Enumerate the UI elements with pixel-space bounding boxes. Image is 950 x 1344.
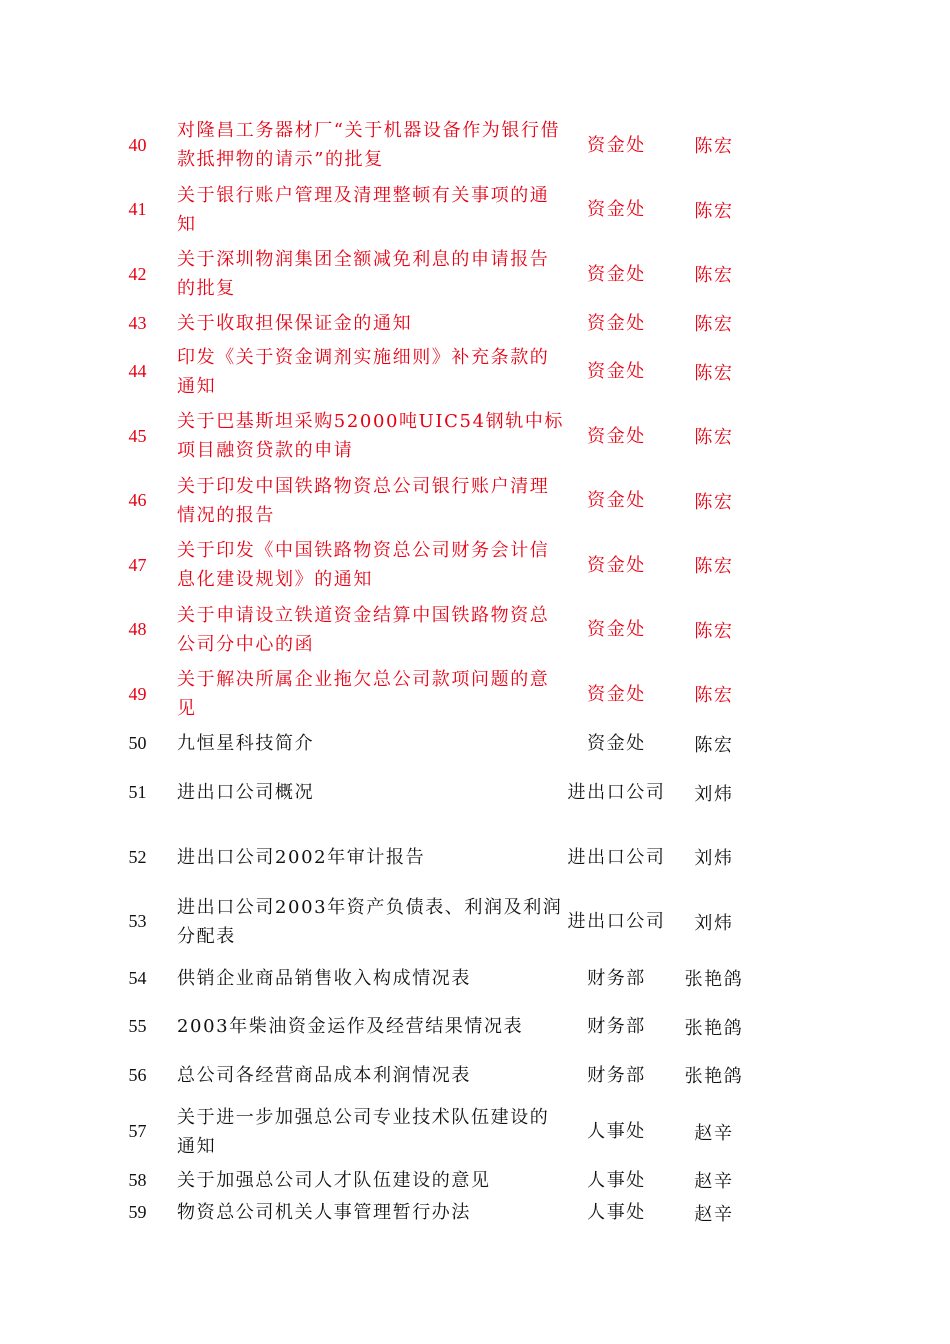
table-row — [100, 1003, 760, 1052]
department: 资金处 — [587, 361, 646, 383]
row-number: 48 — [128, 619, 147, 640]
contact-person: 赵辛 — [694, 1203, 734, 1225]
document-title: 关于解决所属企业拖欠总公司款项问题的意见 — [177, 669, 550, 720]
department: 资金处 — [587, 425, 646, 447]
contact-person: 张艳鸽 — [684, 1066, 744, 1088]
table-row — [100, 761, 760, 826]
document-title: 关于银行账户管理及清理整顿有关事项的通知 — [177, 184, 550, 235]
document-title: 物资总公司机关人事管理暂行办法 — [177, 1202, 471, 1223]
document-title: 对隆昌工务器材厂“关于机器设备作为银行借款抵押物的请示”的批复 — [177, 120, 561, 171]
contact-person: 陈宏 — [694, 491, 734, 513]
document-title: 进出口公司概况 — [177, 782, 315, 804]
department: 进出口公司 — [567, 911, 666, 933]
department: 人事处 — [587, 1169, 646, 1191]
department: 进出口公司 — [567, 846, 666, 868]
row-number: 45 — [128, 425, 147, 446]
row-number: 51 — [128, 782, 147, 803]
contact-person: 刘炜 — [694, 912, 734, 934]
contact-person: 陈宏 — [694, 427, 734, 449]
contact-person: 刘炜 — [694, 848, 734, 870]
document-title: 关于巴基斯坦采购52000吨UIC54钢轨中标项目融资贷款的申请 — [177, 411, 565, 462]
contact-person: 陈宏 — [694, 685, 734, 707]
department: 资金处 — [587, 733, 646, 754]
contact-person: 刘炜 — [694, 783, 734, 805]
contact-person: 陈宏 — [694, 620, 734, 642]
table-row — [100, 469, 760, 534]
row-number: 49 — [128, 683, 147, 704]
department: 财务部 — [587, 1064, 646, 1086]
document-table — [100, 113, 760, 1229]
department: 资金处 — [587, 199, 646, 221]
document-title: 关于印发中国铁路物资总公司银行账户清理情况的报告 — [177, 475, 550, 526]
table-row — [100, 598, 760, 663]
department: 资金处 — [587, 312, 646, 334]
table-row — [100, 727, 760, 761]
table-row — [100, 825, 760, 890]
table-row — [100, 340, 760, 405]
department: 资金处 — [587, 554, 646, 576]
document-title: 2003年柴油资金运作及经营结果情况表 — [177, 1016, 524, 1038]
row-number: 46 — [128, 490, 147, 511]
document-title: 关于加强总公司人才队伍建设的意见 — [177, 1169, 491, 1191]
table-row — [100, 242, 760, 307]
contact-person: 陈宏 — [694, 556, 734, 578]
document-title: 总公司各经营商品成本利润情况表 — [177, 1064, 471, 1086]
contact-person: 赵辛 — [694, 1122, 734, 1144]
row-number: 56 — [128, 1064, 147, 1085]
table-row — [100, 1100, 760, 1165]
table-row — [100, 1051, 760, 1100]
contact-person: 赵辛 — [694, 1171, 734, 1192]
table-row — [100, 890, 760, 955]
row-number: 43 — [128, 312, 147, 333]
department: 资金处 — [587, 619, 646, 641]
department: 资金处 — [587, 263, 646, 285]
contact-person: 张艳鸽 — [684, 969, 744, 991]
row-number: 42 — [128, 263, 147, 284]
department: 财务部 — [587, 1016, 646, 1038]
table-row — [100, 1164, 760, 1196]
contact-person: 陈宏 — [694, 200, 734, 222]
row-number: 55 — [128, 1016, 147, 1037]
table-row — [100, 954, 760, 1003]
row-number: 44 — [128, 361, 147, 382]
table-row — [100, 662, 760, 727]
table-row — [100, 404, 760, 469]
document-title: 关于印发《中国铁路物资总公司财务会计信息化建设规划》的通知 — [177, 540, 550, 591]
document-title: 关于收取担保保证金的通知 — [177, 312, 413, 334]
table-row — [100, 533, 760, 598]
table-row — [100, 307, 760, 340]
row-number: 40 — [128, 134, 147, 155]
document-title: 关于深圳物润集团全额减免利息的申请报告的批复 — [177, 249, 550, 300]
row-number: 41 — [128, 199, 147, 220]
row-number: 54 — [128, 967, 147, 988]
row-number: 50 — [128, 733, 147, 753]
department: 财务部 — [587, 967, 646, 989]
document-title: 供销企业商品销售收入构成情况表 — [177, 967, 471, 989]
contact-person: 陈宏 — [694, 265, 734, 287]
row-number: 59 — [128, 1202, 147, 1222]
contact-person: 张艳鸽 — [684, 1017, 744, 1039]
contact-person: 陈宏 — [694, 362, 734, 384]
department: 资金处 — [587, 683, 646, 705]
department: 人事处 — [587, 1202, 646, 1223]
table-row — [100, 113, 760, 178]
document-title: 进出口公司2002年审计报告 — [177, 846, 426, 868]
document-title: 关于进一步加强总公司专业技术队伍建设的通知 — [177, 1106, 550, 1157]
department: 人事处 — [587, 1121, 646, 1143]
row-number: 57 — [128, 1121, 147, 1142]
department: 资金处 — [587, 134, 646, 156]
contact-person: 陈宏 — [694, 734, 734, 756]
row-number: 58 — [128, 1169, 147, 1190]
row-number: 52 — [128, 846, 147, 867]
document-title: 关于申请设立铁道资金结算中国铁路物资总公司分中心的函 — [177, 604, 550, 655]
row-number: 47 — [128, 554, 147, 575]
document-title: 印发《关于资金调剂实施细则》补充条款的通知 — [177, 346, 550, 397]
table-row — [100, 178, 760, 243]
contact-person: 陈宏 — [694, 136, 734, 158]
document-title: 进出口公司2003年资产负债表、利润及利润分配表 — [177, 896, 563, 947]
document-title: 九恒星科技简介 — [177, 733, 315, 754]
contact-person: 陈宏 — [694, 314, 734, 335]
department: 资金处 — [587, 490, 646, 512]
table-row — [100, 1196, 760, 1229]
row-number: 53 — [128, 911, 147, 932]
department: 进出口公司 — [567, 782, 666, 804]
